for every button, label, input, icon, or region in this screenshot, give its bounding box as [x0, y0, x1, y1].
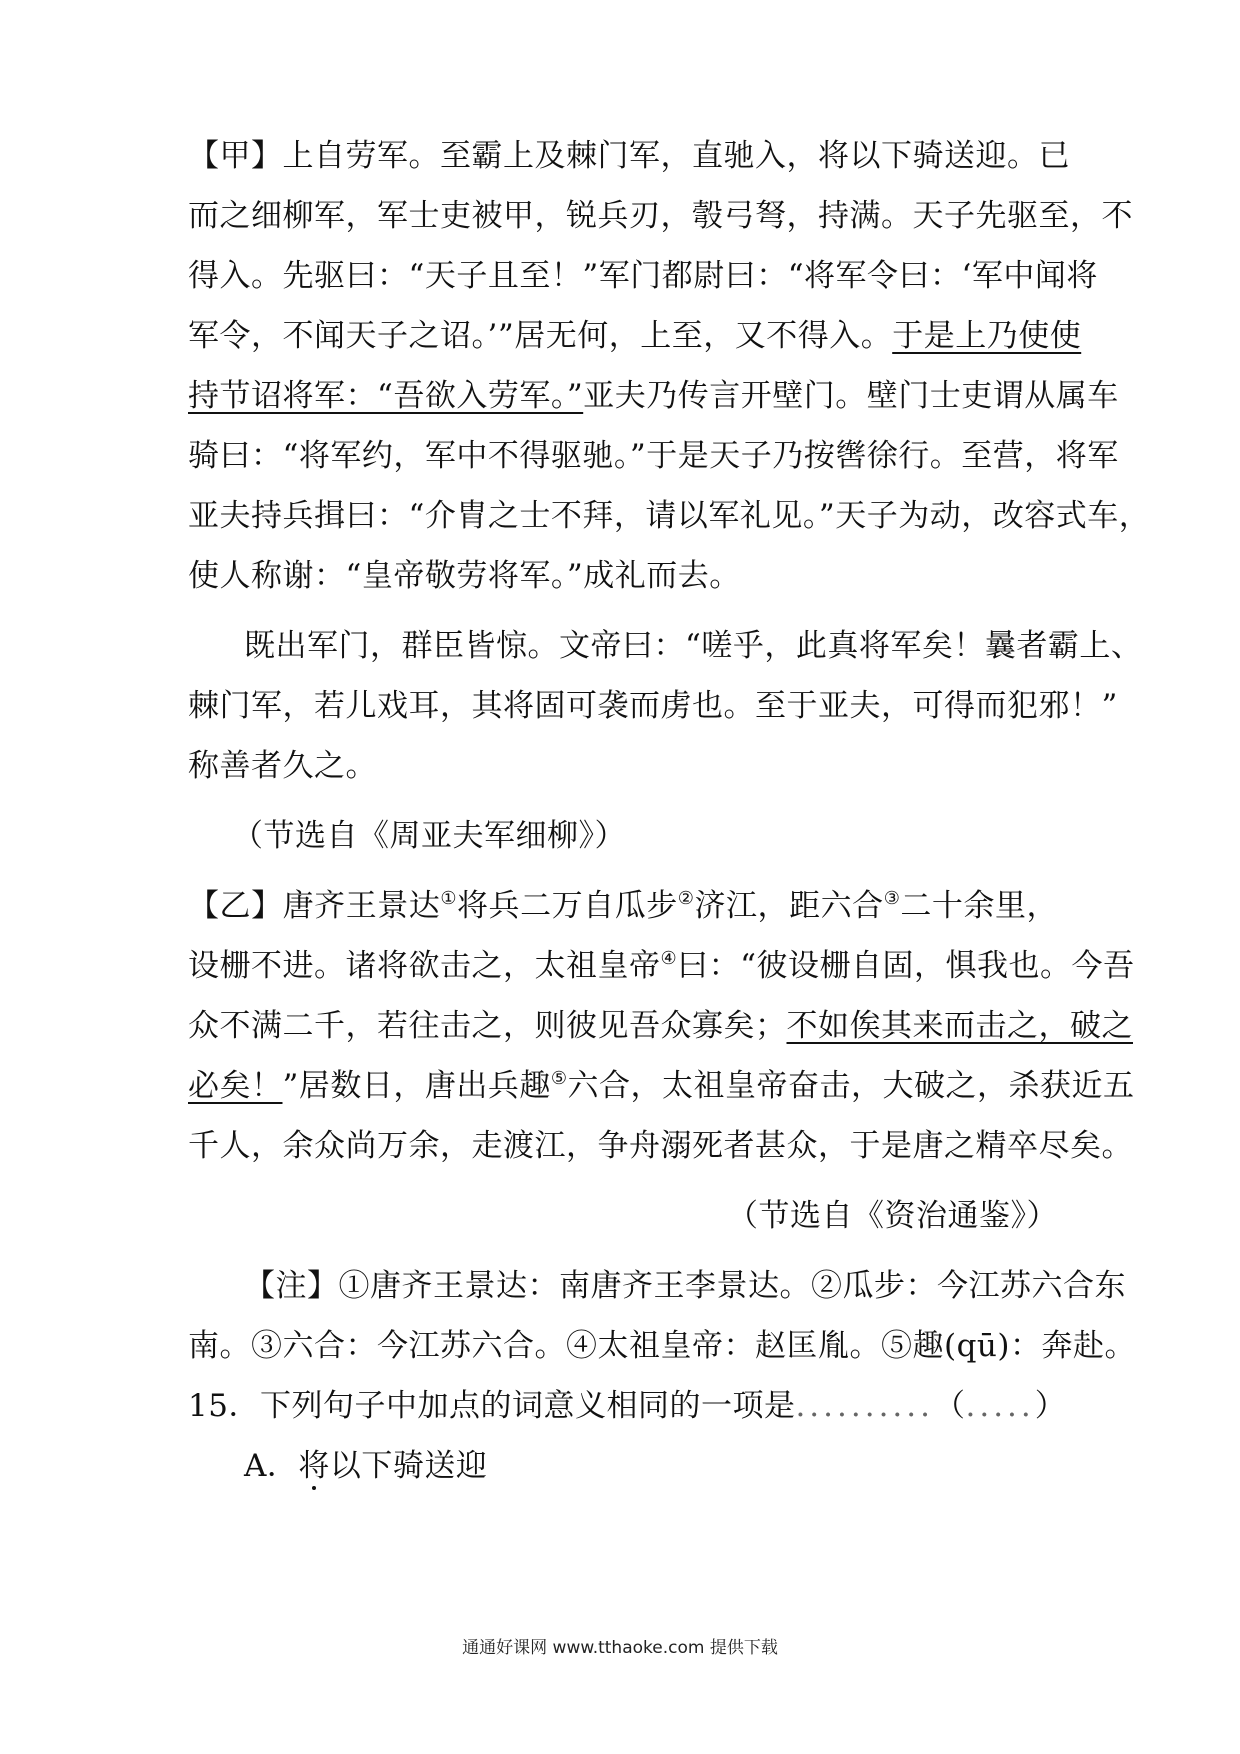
option-a-label: A．: [244, 1448, 299, 1484]
underlined-sentence-yi-part-1: 不如俟其来而击之，破之: [786, 1008, 1133, 1044]
passage-jia-line-4: [188, 316, 1082, 356]
footer-download-credit: 通通好课网 www.tthaoke.com 提供下载: [462, 1638, 778, 1658]
passage-jia-line-8: 使人称谢：“皇帝敬劳将军。”成礼而去。: [188, 558, 741, 594]
passage-jia-line-1: 【甲】上自劳军。至霸上及棘门军，直驰入，将以下骑送迎。已: [188, 138, 1070, 174]
underlined-sentence-yi-part-2: 必矣！: [188, 1068, 283, 1104]
notes-line-2: 南。③六合：今江苏六合。④太祖皇帝：赵匡胤。⑤趣(qū)：奔赴。: [188, 1328, 1136, 1364]
passage-yi-line-4-text-a: ”居数日，唐出兵趣: [282, 1068, 551, 1104]
passage-yi-line-1-text-c: 济江，距六合: [694, 888, 884, 924]
answer-blank: .....: [965, 1388, 1035, 1424]
option-a-dotted-word: 将: [298, 1448, 330, 1484]
passage-yi-line-1: [188, 886, 1058, 926]
footnote-marker-1: ①: [440, 888, 457, 909]
footnote-marker-4: ④: [660, 948, 678, 969]
passage-yi-line-2-text-b: 曰：“彼设栅自固，惧我也。今吾: [677, 948, 1135, 984]
footnote-marker-2: ②: [677, 888, 695, 909]
underlined-sentence-jia-part-2: 持节诏将军：“吾欲入劳军。”: [188, 378, 584, 414]
passage-yi-line-5: 千人，余众尚万余，走渡江，争舟溺死者甚众，于是唐之精卒尽矣。: [188, 1128, 1133, 1164]
passage-jia-line-9: 既出军门，群臣皆惊。文帝曰：“嗟乎，此真将军矣！曩者霸上、: [244, 628, 1143, 664]
option-a: [244, 1446, 487, 1486]
passage-yi-line-1-text-d: 二十余里，: [900, 888, 1059, 924]
passage-yi-line-1-text-a: 【乙】唐齐王景达: [188, 888, 441, 924]
passage-jia-line-10: 棘门军，若儿戏耳，其将固可袭而虏也。至于亚夫，可得而犯邪！”: [188, 688, 1118, 724]
option-a-text: 以下骑送迎: [329, 1448, 488, 1484]
source-jia: （节选自《周亚夫军细柳》）: [232, 818, 626, 854]
answer-paren-close: ）: [1034, 1388, 1067, 1424]
passage-yi-line-4: [188, 1066, 1135, 1106]
question-stem: 15．下列句子中加点的词意义相同的一项是: [188, 1388, 796, 1424]
passage-jia-line-7: 亚夫持兵揖曰：“介胄之士不拜，请以军礼见。”天子为动，改容式车，: [188, 498, 1151, 534]
passage-yi-line-2-text-a: 设栅不进。诸将欲击之，太祖皇帝: [188, 948, 661, 984]
source-yi: （节选自《资治通鉴》）: [727, 1198, 1058, 1234]
passage-jia-line-3: 得入。先驱曰：“天子且至！”军门都尉曰：“将军令曰：‘军中闻将: [188, 258, 1098, 294]
passage-yi-line-3-text: 众不满二千，若往击之，则彼见吾众寡矣；: [188, 1008, 787, 1044]
answer-paren-open: （: [934, 1388, 966, 1424]
passage-jia-line-5-text: 亚夫乃传言开壁门。壁门士吏谓从属车: [583, 378, 1119, 414]
passage-jia-line-11: 称善者久之。: [188, 748, 377, 784]
passage-jia-line-5: [188, 376, 1119, 416]
answer-leader: ..........: [795, 1388, 934, 1424]
notes-line-1: 【注】①唐齐王景达：南唐齐王李景达。②瓜步：今江苏六合东: [244, 1268, 1126, 1304]
footnote-marker-3: ③: [883, 888, 901, 909]
passage-yi-line-2: [188, 946, 1135, 986]
passage-jia-line-4-text: 军令，不闻天子之诏。’”居无何，上至，又不得入。: [188, 318, 893, 354]
passage-jia-line-6: 骑曰：“将军约，军中不得驱驰。”于是天子乃按辔徐行。至营，将军: [188, 438, 1119, 474]
passage-jia-line-2: 而之细柳军，军士吏被甲，锐兵刃，彀弓弩，持满。天子先驱至，不: [188, 198, 1133, 234]
passage-yi-line-1-text-b: 将兵二万自瓜步: [457, 888, 678, 924]
passage-yi-line-3: [188, 1006, 1133, 1046]
underlined-sentence-jia-part-1: 于是上乃使使: [892, 318, 1082, 354]
question-15: [188, 1386, 1067, 1426]
passage-yi-line-4-text-b: 六合，太祖皇帝奋击，大破之，杀获近五: [567, 1068, 1135, 1104]
footnote-marker-5: ⑤: [550, 1068, 568, 1089]
